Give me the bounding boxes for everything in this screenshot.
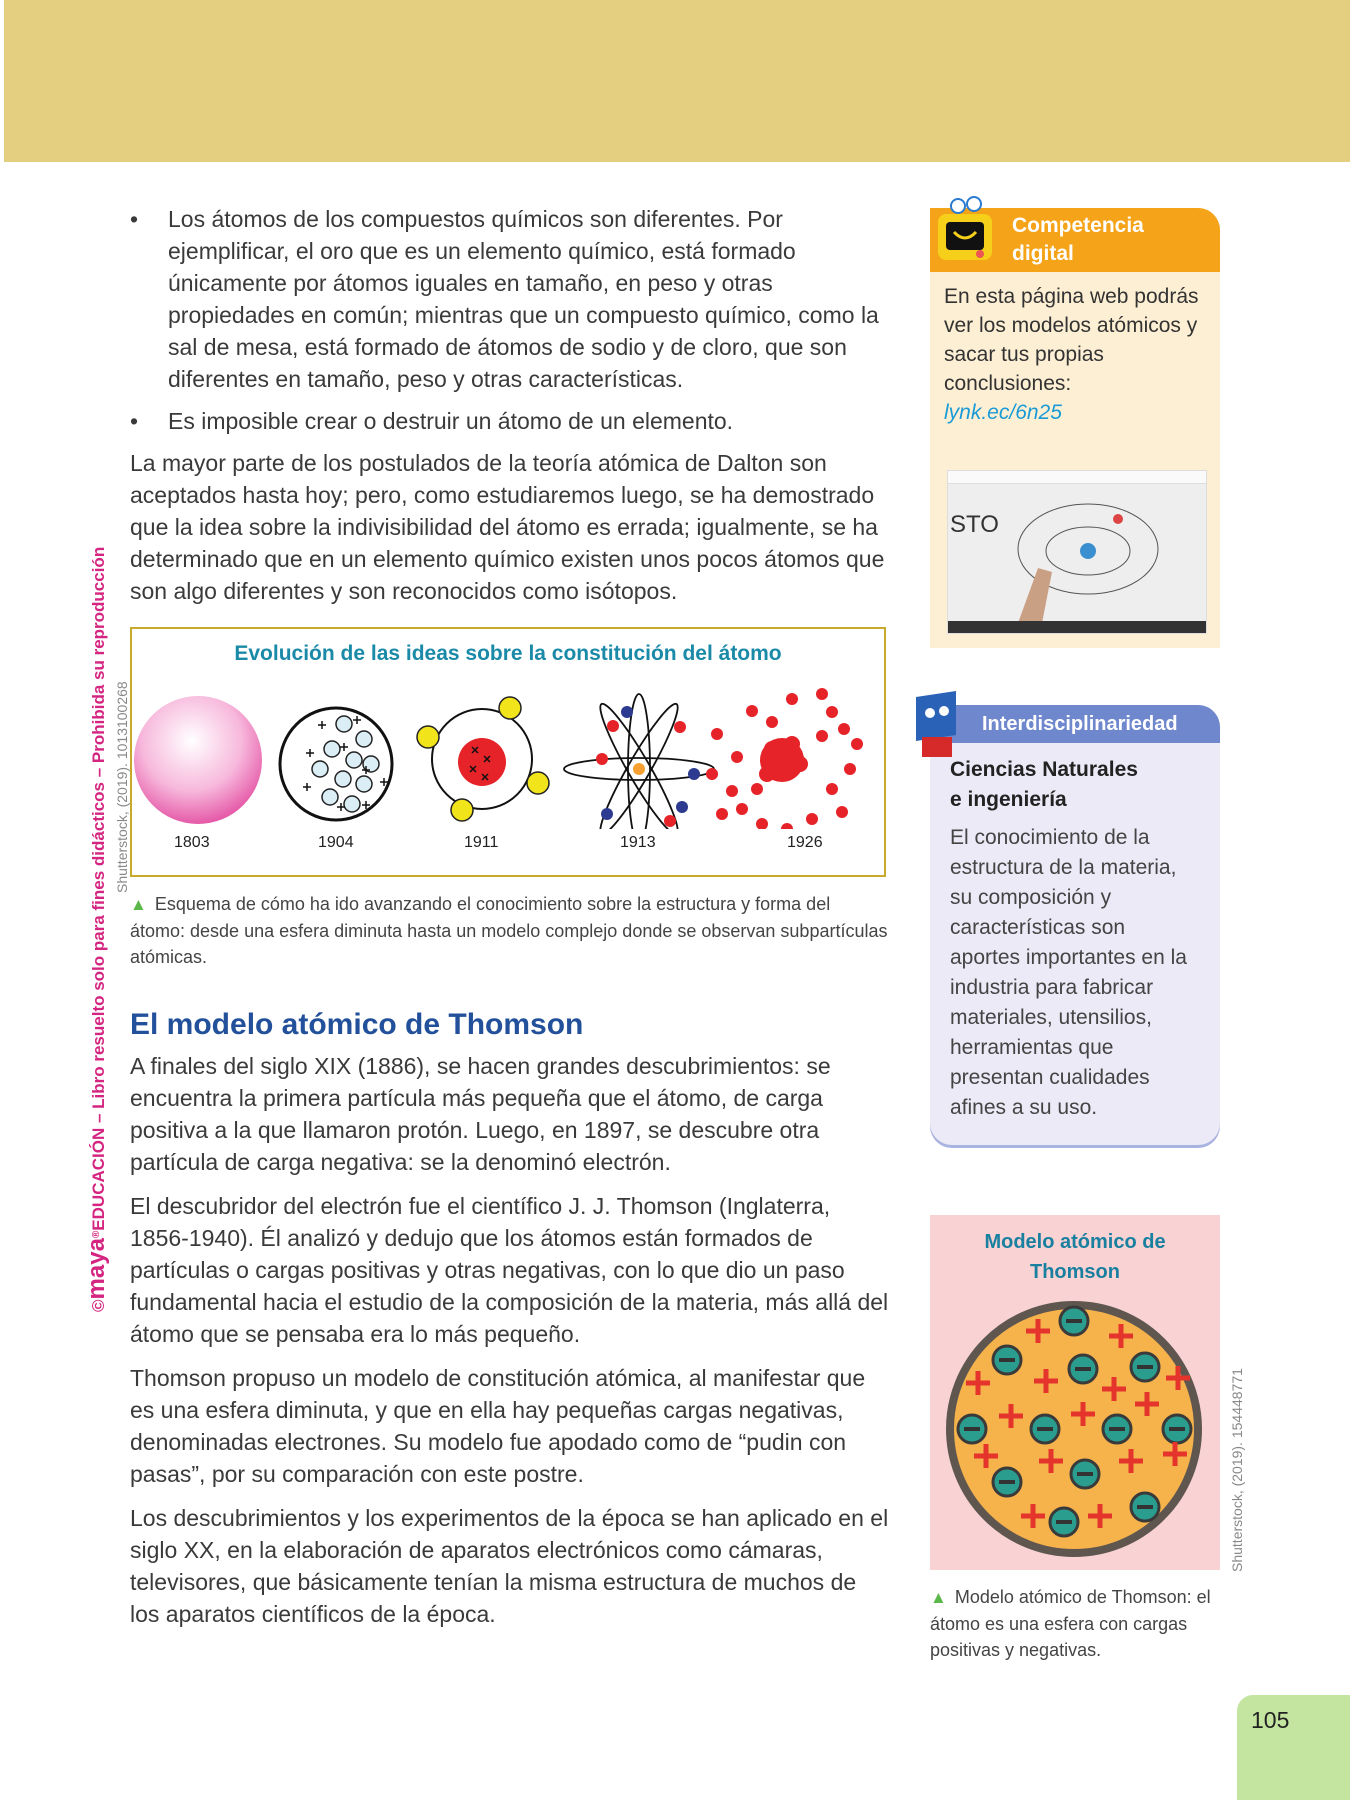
interdisciplinariedad-box	[930, 705, 1220, 1145]
book-mascot-icon	[908, 685, 968, 765]
year-label: 1913	[620, 834, 656, 851]
section-heading: El modelo atómico de Thomson	[130, 1008, 584, 1041]
year-label: 1911	[464, 834, 499, 851]
triangle-icon: ▲	[130, 895, 147, 914]
bohr-model	[564, 694, 714, 829]
competencia-digital-box	[930, 208, 1220, 648]
registered-symbol: ®	[91, 1230, 102, 1239]
interdisciplinariedad-header: Interdisciplinariedad	[930, 705, 1220, 743]
paragraph: El descubridor del electrón fue el científico J. J. Thomson (Inglaterra, 1856-1940). Él analizó y dedujo que los átomos están formados de partículas o cargas positivas y otras negativas, con lo que dio un paso fundamental hacia el estudio de la composición de la materia, más allá del átomo que se pensaba era lo más pequeño.	[130, 1193, 889, 1347]
video-text: STO	[950, 511, 999, 538]
interdisciplinariedad-subtitle: Ciencias Naturales e ingeniería	[950, 758, 1138, 811]
thomson-figure-title: Modelo atómico de Thomson	[984, 1231, 1166, 1283]
triangle-icon: ▲	[930, 1588, 947, 1607]
figure-caption: ▲ Esquema de cómo ha ido avanzando el conocimiento sobre la estructura y forma del átomo: desde una esfera diminuta hasta un modelo complejo donde se observan subpartículas atómicas.	[130, 894, 888, 967]
page-number: 105	[1251, 1707, 1290, 1733]
atom-evolution-figure	[130, 627, 886, 877]
main-column	[130, 203, 890, 1630]
figure-title: Evolución de las ideas sobre la constitución del átomo	[234, 642, 782, 665]
year-label: 1803	[174, 834, 210, 851]
web-link[interactable]: lynk.ec/6n25	[944, 401, 1062, 424]
thomson-figure-credit: Shutterstock, (2019). 154448771	[1229, 1368, 1245, 1572]
dalton-sphere	[134, 696, 262, 824]
top-banner	[4, 0, 1350, 162]
bullet-list	[130, 203, 890, 437]
intro-paragraph: La mayor parte de los postulados de la teoría atómica de Dalton son aceptados hasta hoy; pero, como estudiaremos luego, se ha demostrado que la idea sobre la indivisibilidad del átomo es errada; igualmente, se ha determinado que en un elemento químico existen unos pocos átomos que son algo diferentes y son reconocidos como isótopos.	[130, 450, 885, 604]
robot-mascot-icon	[930, 190, 1002, 270]
year-label: 1926	[787, 834, 823, 851]
competencia-header: Competencia digital	[930, 208, 1220, 272]
rutherford-model	[417, 697, 549, 821]
thomson-model-figure	[930, 1215, 1220, 1570]
copyright-symbol: ©	[89, 1299, 108, 1312]
vertical-copyright-text	[84, 547, 110, 1312]
orbit-drawing	[948, 483, 1206, 633]
thomson-figure-caption: ▲ Modelo atómico de Thomson: el átomo es una esfera con cargas positivas y negativas.	[930, 1587, 1211, 1660]
video-thumbnail[interactable]	[947, 470, 1207, 634]
atom-models-illustration	[132, 629, 884, 829]
paragraph: A finales del siglo XIX (1886), se hacen grandes descubrimientos: se encuentra la primera partícula más pequeña que el átomo, de carga positiva a la que llamaron protón. Luego, en 1897, se descubre otra partícula de carga negativa: se la denominó electrón.	[130, 1053, 831, 1175]
vertical-text: EDUCACIÓN – Libro resuelto solo para fines didácticos – Prohibida su reproducción	[89, 546, 108, 1231]
year-label: 1904	[318, 834, 354, 851]
paragraph: Los descubrimientos y los experimentos de la época se han aplicado en el siglo XX, en la elaboración de aparatos electrónicos como cámaras, televisores, que básicamente tenían la misma estructura de muchos de los aparatos científicos de la época.	[130, 1505, 889, 1627]
brand-logo: maya	[83, 1238, 110, 1300]
competencia-body: En esta página web podrás ver los modelos atómicos y sacar tus propias conclusiones: lynk.ec/6n25	[944, 285, 1199, 424]
list-item: • Es imposible crear o destruir un átomo de un elemento.	[130, 405, 890, 437]
list-item: • Los átomos de los compuestos químicos son diferentes. Por ejemplificar, el oro que es un elemento químico, está formado únicamente por átomos iguales en tamaño, en peso y otras propiedades en común; mientras que un compuesto químico, como la sal de mesa, está formado de átomos de sodio y de cloro, que son diferentes en tamaño, peso y otras características.	[130, 203, 890, 395]
section-body	[130, 1050, 890, 1630]
plum-pudding-illustration	[930, 1299, 1220, 1569]
page-number-tab	[1237, 1695, 1350, 1800]
paragraph: Thomson propuso un modelo de constitución atómica, al manifestar que es una esfera diminuta, y que en ella hay pequeñas cargas negativas, denominadas electrones. Su modelo fue apodado como de “pudin con pasas”, por su comparación con este postre.	[130, 1365, 866, 1487]
modern-model	[706, 688, 863, 829]
figure-credit: Shutterstock, (2019). 1013100268	[114, 681, 130, 893]
interdisciplinariedad-body: El conocimiento de la estructura de la materia, su composición y características son aportes importantes en la industria para fabricar materiales, utensilios, herramientas que presentan cualidades afines a su uso.	[950, 826, 1187, 1119]
thomson-model-small	[280, 708, 392, 820]
